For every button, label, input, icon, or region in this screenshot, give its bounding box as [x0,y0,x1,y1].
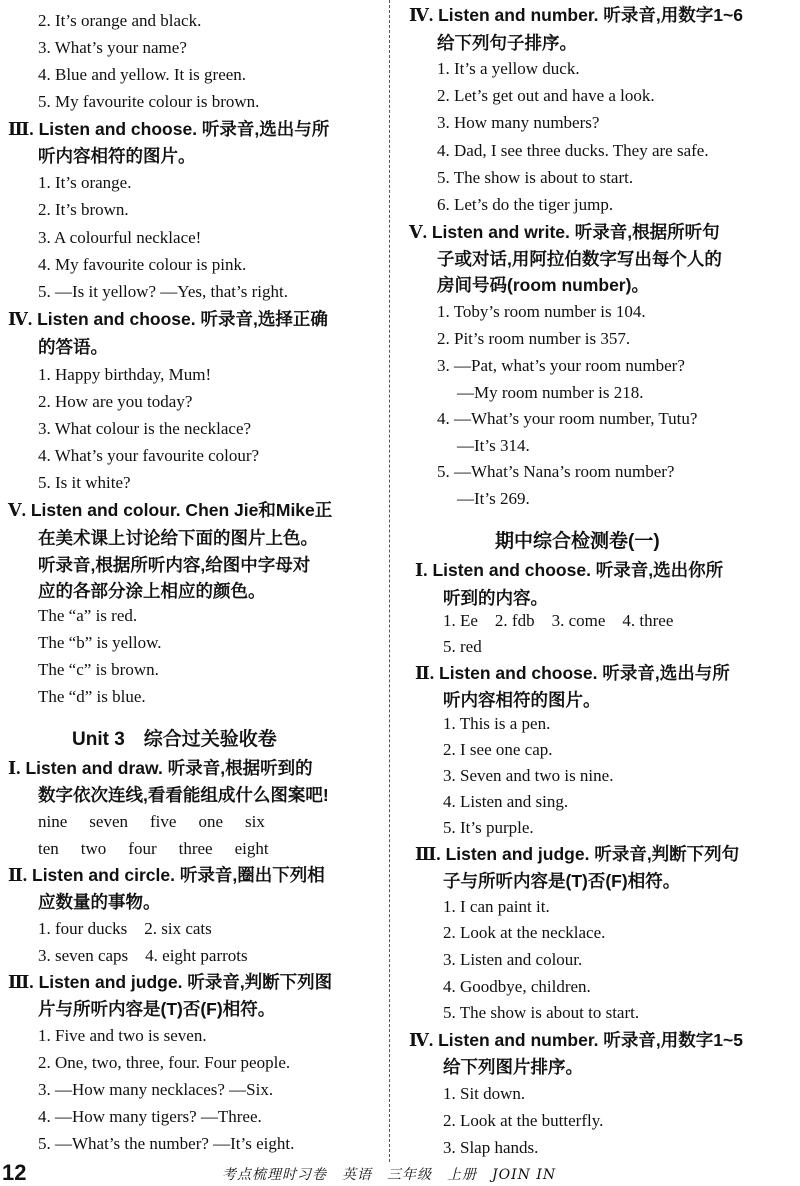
section-heading [415,662,730,684]
script-line: 4. Listen and sing. [443,792,569,811]
script-line: 2. Let’s get out and have a look. [437,86,655,105]
script-line: 5. The show is about to start. [443,1003,640,1022]
script-line: 3. —How many necklaces? —Six. [38,1080,274,1099]
roman-numeral: Ⅳ. [8,309,33,329]
script-line: 1. It’s orange. [38,173,132,192]
heading-continuation: 听到的内容。 [443,588,548,608]
script-line: 1. Ee 2. fdb 3. come 4. three [443,611,674,630]
heading-continuation: 子或对话,用阿拉伯数字写出每个人的 [437,249,722,269]
number-word: nine [38,812,68,831]
number-word: two [80,839,107,858]
script-line: 3. What’s your name? [38,38,187,57]
script-line: 5. My favourite colour is brown. [38,92,260,111]
section-heading [8,864,325,886]
roman-numeral: Ⅳ. [409,1030,434,1050]
section-heading [415,559,723,581]
heading-text: Listen and choose. 听录音,选择正确 [37,309,328,329]
exam-title: 期中综合检测卷(一) [495,531,660,552]
heading-continuation: 子与所听内容是(T)否(F)相符。 [443,871,681,891]
page-number: 12 [2,1160,27,1185]
script-line: 4. Goodbye, children. [443,977,591,996]
heading-text: Listen and colour. Chen Jie和Mike正 [30,500,333,520]
script-line: 1. four ducks 2. six cats [38,919,212,938]
heading-text: Listen and write. 听录音,根据所听句 [431,222,720,242]
heading-continuation: 听内容相符的图片。 [443,690,601,710]
heading-continuation: 听内容相符的图片。 [38,146,196,166]
script-line: 3. A colourful necklace! [38,228,202,247]
heading-continuation: 的答语。 [38,337,108,357]
script-line: 2. Look at the butterfly. [443,1111,604,1130]
script-line: —My room number is 218. [457,383,644,402]
roman-numeral: Ⅲ. [8,972,34,992]
roman-numeral: Ⅳ. [409,5,434,25]
roman-numeral: Ⅴ. [8,500,26,520]
number-word: ten [38,839,59,858]
roman-numeral: Ⅰ. [415,560,428,580]
heading-text: Listen and judge. 听录音,判断下列句 [445,844,740,864]
script-line: 5. —What’s the number? —It’s eight. [38,1134,295,1153]
heading-continuation: 应的各部分涂上相应的颜色。 [38,581,266,601]
heading-text: Listen and judge. 听录音,判断下列图 [38,972,333,992]
script-line: 3. How many numbers? [437,113,600,132]
book-title: 考点梳理时习卷 英语 三年级 上册 JOIN IN [222,1167,557,1183]
script-line: 1. I can paint it. [443,897,550,916]
heading-text: Listen and number. 听录音,用数字1~5 [438,1030,743,1050]
script-line: —It’s 269. [457,489,530,508]
heading-continuation: 房间号码(room number)。 [437,275,649,295]
unit-title: Unit 3 综合过关验收卷 [72,729,277,750]
script-line: 4. Blue and yellow. It is green. [38,65,247,84]
number-word-row [38,838,291,860]
heading-text: Listen and draw. 听录音,根据听到的 [25,758,313,778]
script-line: —It’s 314. [457,436,530,455]
script-line: 2. How are you today? [38,392,193,411]
script-line: 4. My favourite colour is pink. [38,255,247,274]
number-word-row [38,811,287,833]
script-line: 3. Seven and two is nine. [443,766,614,785]
script-line: 4. Dad, I see three ducks. They are safe. [437,141,709,160]
section-heading [409,221,720,243]
number-word: three [178,839,213,858]
number-word: eight [234,839,269,858]
section-heading [8,118,329,140]
heading-continuation: 在美术课上讨论给下面的图片上色。 [38,528,318,548]
script-line: 2. I see one cap. [443,740,553,759]
script-line: 5. The show is about to start. [437,168,634,187]
script-line: 5. —What’s Nana’s room number? [437,462,675,481]
script-line: 3. Listen and colour. [443,950,583,969]
script-line: 1. It’s a yellow duck. [437,59,580,78]
script-line: 4. —What’s your room number, Tutu? [437,409,698,428]
roman-numeral: Ⅴ. [409,222,427,242]
heading-continuation: 片与所听内容是(T)否(F)相符。 [38,999,276,1019]
roman-numeral: Ⅲ. [415,844,441,864]
section-heading [409,1029,743,1051]
script-line: 3. Slap hands. [443,1138,539,1157]
section-heading [8,757,313,779]
script-line: 2. It’s orange and black. [38,11,202,30]
script-line: 5. —Is it yellow? —Yes, that’s right. [38,282,288,301]
section-heading [415,843,739,865]
heading-continuation: 给下列图片排序。 [443,1057,583,1077]
script-line: 5. red [443,637,482,656]
script-line: The “b” is yellow. [38,633,162,652]
section-heading [409,4,743,26]
section-heading [8,499,332,521]
script-line: The “d” is blue. [38,687,146,706]
number-word: one [198,812,223,831]
section-heading [8,308,328,330]
roman-numeral: Ⅲ. [8,119,34,139]
heading-text: Listen and circle. 听录音,圈出下列相 [32,865,325,885]
heading-text: Listen and choose. 听录音,选出与所 [439,663,730,683]
script-line: 2. One, two, three, four. Four people. [38,1053,291,1072]
number-word: five [150,812,177,831]
number-word: four [128,839,157,858]
heading-text: Listen and choose. 听录音,选出与所 [38,119,330,139]
roman-numeral: Ⅱ. [415,663,435,683]
script-line: 2. It’s brown. [38,200,129,219]
heading-text: Listen and choose. 听录音,选出你所 [432,560,724,580]
column-divider [389,0,390,1162]
script-line: The “c” is brown. [38,660,159,679]
script-line: 5. Is it white? [38,473,131,492]
script-line: 1. Toby’s room number is 104. [437,302,646,321]
script-line: 2. Look at the necklace. [443,923,606,942]
script-line: 1. Sit down. [443,1084,526,1103]
script-line: 3. —Pat, what’s your room number? [437,356,685,375]
heading-continuation: 听录音,根据所听内容,给图中字母对 [38,555,311,575]
number-word: six [244,812,265,831]
heading-continuation: 数字依次连线,看看能组成什么图案吧! [38,785,329,805]
heading-continuation: 应数量的事物。 [38,892,161,912]
script-line: 4. —How many tigers? —Three. [38,1107,262,1126]
roman-numeral: Ⅱ. [8,865,28,885]
page-footer [0,1160,800,1185]
number-word: seven [89,812,128,831]
script-line: 1. Happy birthday, Mum! [38,365,212,384]
script-line: 3. seven caps 4. eight parrots [38,946,248,965]
script-line: 1. Five and two is seven. [38,1026,207,1045]
roman-numeral: Ⅰ. [8,758,21,778]
script-line: 2. Pit’s room number is 357. [437,329,631,348]
script-line: 6. Let’s do the tiger jump. [437,195,614,214]
script-line: 1. This is a pen. [443,714,551,733]
script-line: 5. It’s purple. [443,818,534,837]
script-line: 4. What’s your favourite colour? [38,446,260,465]
heading-continuation: 给下列句子排序。 [437,33,577,53]
script-line: 3. What colour is the necklace? [38,419,252,438]
script-line: The “a” is red. [38,606,138,625]
section-heading [8,971,332,993]
heading-text: Listen and number. 听录音,用数字1~6 [438,5,743,25]
